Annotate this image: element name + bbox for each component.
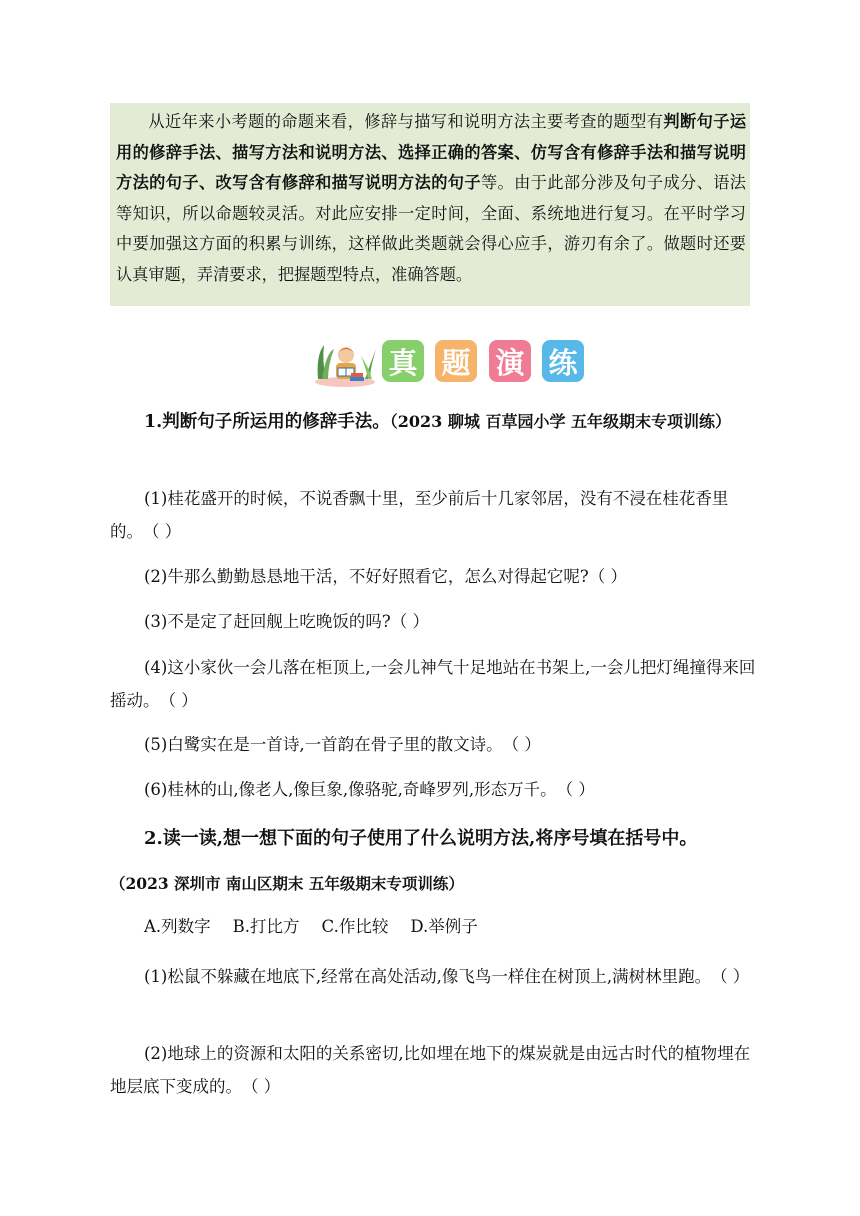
q1-item-5: (5)白鹭实在是一首诗,一首韵在骨子里的散文诗。（ ）	[110, 728, 760, 761]
answer-blank[interactable]: （ ）	[143, 522, 182, 541]
option-a: A.列数字	[144, 917, 211, 936]
q2-item-1: (1)松鼠不躲藏在地底下,经常在高处活动,像飞鸟一样住在树顶上,满树林里跑。（ ）	[110, 960, 760, 993]
q2-item-2: (2)地球上的资源和太阳的关系密切,比如埋在地下的煤炭就是由远古时代的植物埋在地层底下变成的。（ ）	[110, 1037, 760, 1103]
banner-char-2: 题	[435, 340, 477, 382]
q2-options	[110, 910, 760, 943]
q1-item-6: (6)桂林的山,像老人,像巨象,像骆驼,奇峰罗列,形态万千。（ ）	[110, 773, 760, 806]
q1-item-3: (3)不是定了赶回舰上吃晚饭的吗?（ ）	[110, 605, 760, 638]
q1-item-2: (2)牛那么勤勤恳恳地干活，不好好照看它，怎么对得起它呢?（ ）	[110, 560, 760, 593]
intro-text-1: 从近年来小考题的命题来看，修辞与描写和说明方法主要考查的题型有	[148, 112, 664, 131]
student-reading-illustration	[310, 335, 380, 387]
question-2-title: 2.读一读,想一想下面的句子使用了什么说明方法,将序号填在括号中。	[144, 828, 698, 849]
option-d: D.举例子	[410, 917, 478, 936]
answer-blank[interactable]: （ ）	[588, 567, 627, 586]
answer-blank[interactable]: （ ）	[242, 1077, 281, 1096]
answer-blank[interactable]: （ ）	[711, 967, 750, 986]
q1-item-4: (4)这小家伙一会儿落在柜顶上,一会儿神气十足地站在书架上,一会儿把灯绳撞得来回摇动。（ ）	[110, 651, 760, 717]
option-b: B.打比方	[232, 917, 300, 936]
q1-item-1: (1)桂花盛开的时候，不说香飘十里，至少前后十几家邻居，没有不浸在桂花香里的。（ ）	[110, 482, 760, 548]
practice-banner	[310, 335, 590, 387]
intro-summary-box	[110, 103, 750, 306]
answer-blank[interactable]: （ ）	[390, 612, 429, 631]
answer-blank[interactable]: （ ）	[502, 735, 541, 754]
question-1-source: （2023 聊城 百草园小学 五年级期末专项训练）	[389, 412, 732, 431]
option-c: C.作比较	[321, 917, 389, 936]
answer-blank[interactable]: （ ）	[159, 691, 198, 710]
banner-char-1: 真	[382, 340, 424, 382]
question-1-title: 1.判断句子所运用的修辞手法。（2023 聊城 百草园小学 五年级期末专项训练）	[144, 412, 732, 432]
intro-key-topics: 判断句子运用的修辞手法、描写方法和说明方法、选择正确的答案、仿写含有修辞手法和描写说明方法的句子、改写含有修辞和描写说明方法的句子	[116, 112, 747, 192]
banner-char-3: 演	[489, 340, 531, 382]
answer-blank[interactable]: （ ）	[556, 780, 595, 799]
question-2-source: （2023 深圳市 南山区期末 五年级期末专项训练）	[110, 874, 464, 893]
intro-text-2: 等。由于此部分涉及句子成分、语法等知识，所以命题较灵活。对此应安排一定时间，全面、系统地进行复习。在平时学习中要加强这方面的积累与训练，这样做此类题就会得心应手，游刃有余了。做题时还要认真审题，弄清要求，把握题型特点，准确答题。	[116, 173, 746, 284]
banner-char-4: 练	[542, 340, 584, 382]
